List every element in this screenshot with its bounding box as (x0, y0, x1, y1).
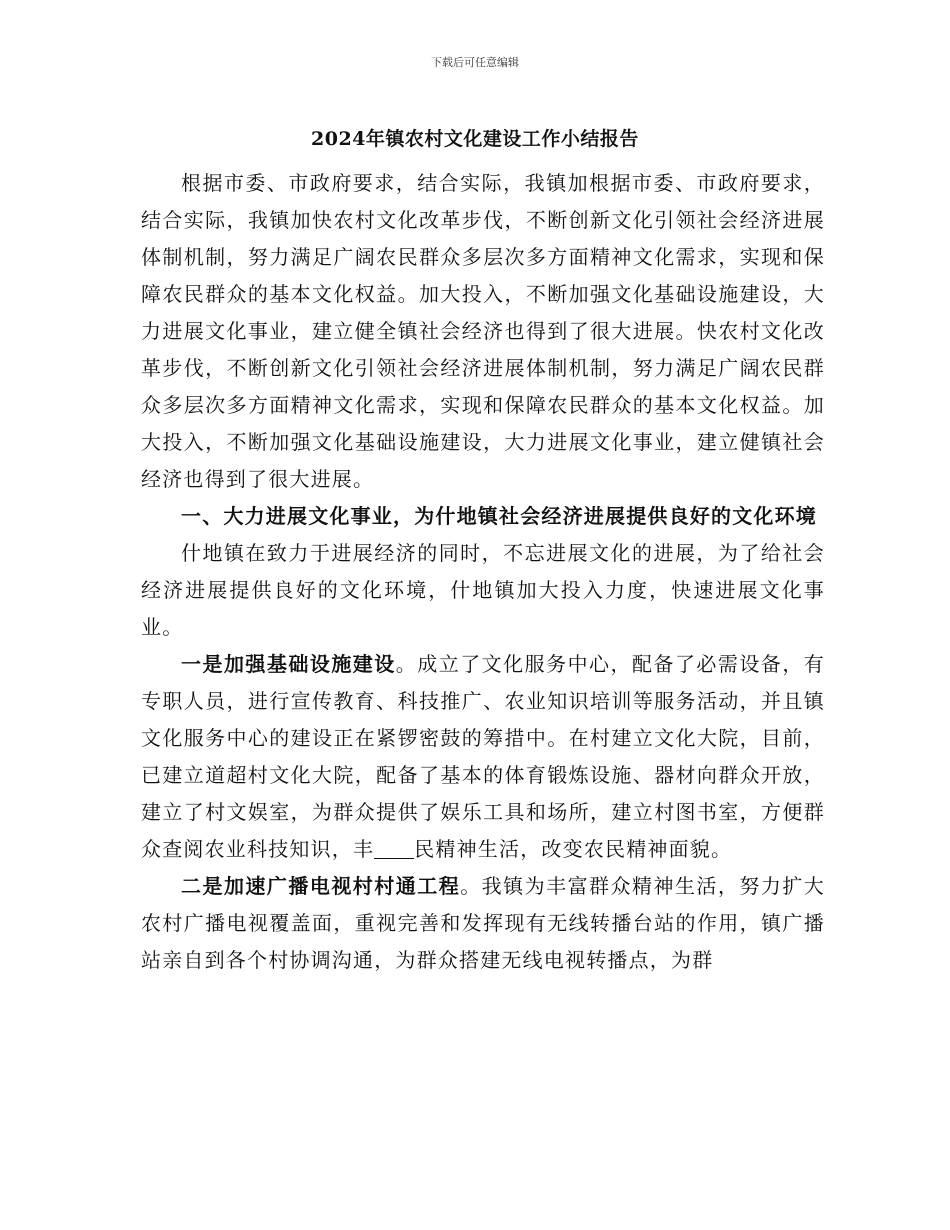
item1-body-part2: 民精神生活，改变农民精神面貌。 (414, 837, 733, 861)
header-note: 下载后可任意编辑 (431, 56, 519, 69)
section1-heading: 一、大力进展文化事业，为什地镇社会经济进展提供良好的文化环境 (181, 504, 817, 528)
blank-underline (374, 838, 414, 859)
item2-body: 。我镇为丰富群众精神生活，努力扩大农村广播电视覆盖面，重视完善和发挥现有无线转播台站的作用，镇广播站亲自到各个村协调沟通，为群众搭建无线电视转播点，为群 (141, 874, 825, 972)
item1-paragraph (141, 646, 825, 868)
document-title: 2024年镇农村文化建设工作小结报告 (311, 128, 639, 150)
item1-body-part1: 。成立了文化服务中心，配备了必需设备，有专职人员，进行宣传教育、科技推广、农业知识培训等服务活动，并且镇文化服务中心的建设正在紧锣密鼓的筹措中。在村建立文化大院，目前，已建立道超村文化大院，配备了基本的体育锻炼设施、器材向群众开放，建立了村文娱室，为群众提供了娱乐工具和场所，建立村图书室，方便群众查阅农业科技知识，丰 (141, 652, 826, 861)
section1-paragraph: 什地镇在致力于进展经济的同时，不忘进展文化的进展，为了给社会经济进展提供良好的文化环境，什地镇加大投入力度，快速进展文化事业。 (141, 541, 825, 639)
intro-paragraph: 根据市委、市政府要求，结合实际，我镇加根据市委、市政府要求，结合实际，我镇加快农村文化改革步伐，不断创新文化引领社会经济进展体制机制，努力满足广阔农民群众多层次多方面精神文化需求，实现和保障农民群众的基本文化权益。加大投入，不断加强文化基础设施建设，大力进展文化事业，建立健全镇社会经济也得到了很大进展。快农村文化改革步伐，不断创新文化引领社会经济进展体制机制，努力满足广阔农民群众多层次多方面精神文化需求，实现和保障农民群众的基本文化权益。加大投入，不断加强文化基础设施建设，大力进展文化事业，建立健镇社会经济也得到了很大进展。 (141, 171, 825, 491)
document-body (141, 165, 825, 979)
item2-paragraph (141, 868, 825, 979)
item1-lead: 一是加强基础设施建设 (181, 652, 396, 676)
item2-lead: 二是加速广播电视村村通工程 (181, 874, 461, 898)
